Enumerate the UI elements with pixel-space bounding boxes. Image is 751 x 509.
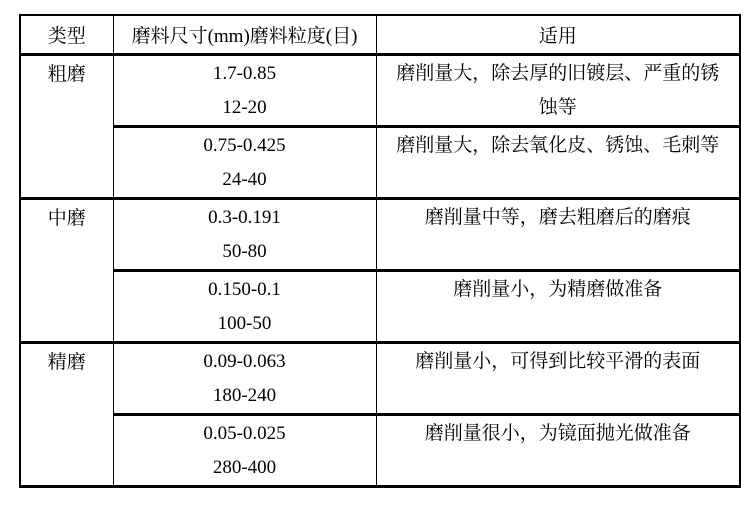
size-cell — [113, 415, 376, 487]
grit-value: 12-20 — [222, 97, 267, 118]
table-row — [20, 415, 740, 487]
size-mm-value: 0.150-0.1 — [208, 279, 281, 300]
grit-value: 24-40 — [222, 169, 267, 190]
table-row — [20, 127, 740, 199]
application-cell: 磨削量大，除去厚的旧镀层、严重的锈蚀等 — [376, 55, 740, 127]
header-application: 适用 — [376, 15, 740, 55]
table-header — [20, 15, 740, 55]
grit-value: 50-80 — [222, 241, 267, 262]
size-mm-value: 0.05-0.025 — [203, 423, 286, 444]
size-cell — [113, 127, 376, 199]
size-cell — [113, 343, 376, 415]
application-cell: 磨削量大，除去氧化皮、锈蚀、毛刺等 — [376, 127, 740, 199]
type-cell-fine: 精磨 — [20, 343, 113, 487]
size-mm-value: 0.75-0.425 — [203, 135, 286, 156]
abrasive-grade-table — [19, 14, 741, 488]
table-row — [20, 271, 740, 343]
header-type: 类型 — [20, 15, 113, 55]
grit-value: 100-50 — [217, 313, 272, 334]
size-mm-value: 0.09-0.063 — [203, 351, 286, 372]
table-row — [20, 55, 740, 127]
grit-value: 280-400 — [212, 457, 277, 478]
table-body — [20, 55, 740, 487]
header-size: 磨料尺寸(mm)磨料粒度(目) — [113, 15, 376, 55]
size-cell — [113, 199, 376, 271]
table-row — [20, 199, 740, 271]
application-cell: 磨削量小，可得到比较平滑的表面 — [376, 343, 740, 415]
table-row — [20, 343, 740, 415]
application-cell: 磨削量中等，磨去粗磨后的磨痕 — [376, 199, 740, 271]
application-cell: 磨削量小，为精磨做准备 — [376, 271, 740, 343]
size-mm-value: 0.3-0.191 — [208, 207, 281, 228]
size-cell — [113, 271, 376, 343]
header-row — [20, 15, 740, 55]
application-cell: 磨削量很小，为镜面抛光做准备 — [376, 415, 740, 487]
size-mm-value: 1.7-0.85 — [212, 63, 277, 84]
grit-value: 180-240 — [212, 385, 277, 406]
type-cell-medium: 中磨 — [20, 199, 113, 343]
size-cell — [113, 55, 376, 127]
type-cell-coarse: 粗磨 — [20, 55, 113, 199]
